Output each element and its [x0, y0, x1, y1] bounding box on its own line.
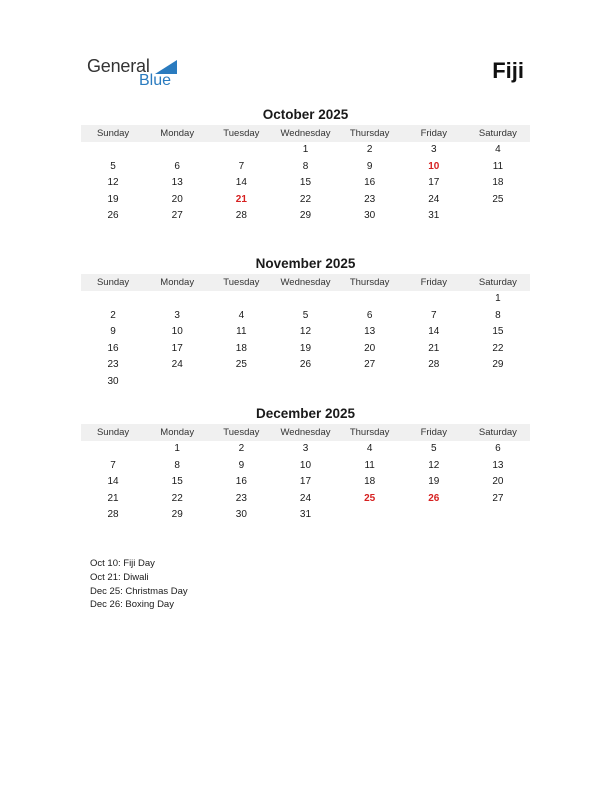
- day-cell: 27: [364, 359, 376, 371]
- day-cell: 15: [299, 177, 312, 189]
- day-cell: 25: [492, 193, 504, 205]
- day-cell: 20: [364, 342, 376, 354]
- day-cell: 1: [302, 144, 309, 155]
- weekday-header: [81, 424, 530, 441]
- day-cell: [273, 291, 337, 308]
- week-row: [81, 142, 530, 159]
- day-cell: 28: [235, 210, 247, 222]
- weekday-label: Thursday: [349, 128, 390, 139]
- holiday-day-cell: 26: [428, 492, 440, 504]
- day-cell: 26: [107, 210, 119, 222]
- weekday-label: Saturday: [478, 128, 517, 139]
- logo-text-general: General: [87, 56, 150, 76]
- day-cell: 10: [299, 459, 312, 471]
- day-cell: 16: [364, 177, 376, 189]
- day-cell: 24: [171, 359, 183, 371]
- day-cell: 2: [110, 309, 116, 321]
- day-cell: 3: [174, 309, 180, 321]
- day-cell: [145, 374, 209, 391]
- day-cell: 9: [238, 459, 245, 471]
- day-cell: 6: [366, 309, 373, 321]
- week-row: [81, 291, 530, 308]
- weekday-label: Sunday: [96, 427, 130, 438]
- day-cell: 16: [235, 476, 247, 488]
- weekday-label: Saturday: [478, 277, 517, 288]
- day-cell: 27: [492, 492, 504, 504]
- week-row: [81, 374, 530, 391]
- day-cell: [466, 208, 530, 225]
- day-cell: 2: [238, 443, 245, 454]
- day-cell: 12: [428, 459, 440, 471]
- week-row: [81, 507, 530, 524]
- day-cell: 20: [171, 193, 183, 205]
- day-cell: 26: [299, 359, 312, 371]
- day-cell: 7: [110, 459, 116, 471]
- holiday-day-cell: 25: [364, 492, 376, 504]
- week-row: [81, 192, 530, 209]
- day-cell: [402, 374, 466, 391]
- week-row: [81, 357, 530, 374]
- day-cell: 23: [364, 193, 376, 205]
- day-cell: 29: [299, 210, 312, 222]
- day-cell: [145, 291, 209, 308]
- day-cell: 6: [174, 160, 180, 172]
- day-cell: 12: [107, 177, 119, 189]
- weekday-label: Friday: [420, 277, 447, 288]
- day-cell: 8: [495, 309, 501, 321]
- week-row: [81, 474, 530, 491]
- day-cell: 22: [492, 342, 504, 354]
- day-cell: [338, 507, 402, 524]
- day-cell: 11: [364, 459, 375, 471]
- day-cell: 23: [235, 492, 247, 504]
- day-cell: [338, 374, 402, 391]
- day-cell: 5: [110, 160, 116, 172]
- day-cell: 31: [428, 210, 440, 222]
- day-cell: 16: [107, 342, 119, 354]
- weekday-header: [81, 125, 530, 142]
- day-cell: 4: [366, 443, 373, 454]
- day-cell: 4: [238, 309, 245, 321]
- week-row: [81, 458, 530, 475]
- weekday-header: [81, 274, 530, 291]
- day-cell: [209, 291, 273, 308]
- day-cell: 13: [171, 177, 183, 189]
- day-cell: [81, 142, 145, 159]
- day-cell: 29: [492, 359, 504, 371]
- day-cell: 18: [492, 177, 504, 189]
- calendar-october: [81, 106, 530, 225]
- week-row: [81, 159, 530, 176]
- day-cell: 19: [107, 193, 119, 205]
- weekday-label: Wednesday: [280, 277, 331, 288]
- day-cell: 8: [302, 160, 309, 172]
- day-cell: [466, 507, 530, 524]
- holiday-day-cell: 10: [428, 160, 440, 172]
- day-cell: 21: [428, 342, 440, 354]
- day-cell: [209, 374, 273, 391]
- day-cell: 17: [299, 476, 312, 488]
- day-cell: 9: [110, 326, 116, 338]
- day-cell: [338, 291, 402, 308]
- day-cell: 13: [492, 459, 504, 471]
- holiday-day-cell: 21: [235, 193, 247, 205]
- day-cell: 28: [107, 509, 119, 521]
- day-cell: 31: [299, 509, 312, 521]
- day-cell: 1: [174, 443, 180, 454]
- day-cell: 22: [171, 492, 183, 504]
- day-cell: 5: [430, 443, 437, 454]
- day-cell: 29: [171, 509, 183, 521]
- weekday-label: Friday: [420, 427, 447, 438]
- day-cell: 5: [302, 309, 309, 321]
- day-cell: 14: [428, 326, 440, 338]
- weekday-label: Monday: [160, 427, 195, 438]
- country-title: Fiji: [492, 58, 524, 83]
- week-row: [81, 341, 530, 358]
- week-row: [81, 175, 530, 192]
- generalblue-logo: [87, 56, 187, 92]
- weekday-label: Wednesday: [280, 128, 331, 139]
- weekday-label: Sunday: [96, 128, 130, 139]
- holiday-note: Dec 25: Christmas Day: [90, 585, 188, 597]
- day-cell: 11: [236, 326, 247, 338]
- weekday-label: Saturday: [478, 427, 517, 438]
- day-cell: 9: [366, 160, 373, 172]
- day-cell: 15: [492, 326, 504, 338]
- week-row: [81, 308, 530, 325]
- day-cell: 17: [171, 342, 183, 354]
- day-cell: 23: [107, 359, 119, 371]
- day-cell: 7: [430, 309, 437, 321]
- day-cell: [402, 291, 466, 308]
- weekday-label: Tuesday: [223, 128, 260, 139]
- weekday-label: Thursday: [349, 277, 390, 288]
- week-row: [81, 441, 530, 458]
- day-cell: 10: [171, 326, 183, 338]
- day-cell: 1: [495, 293, 501, 304]
- day-cell: 18: [235, 342, 247, 354]
- day-cell: 6: [495, 443, 501, 454]
- day-cell: 14: [107, 476, 119, 488]
- day-cell: 15: [171, 476, 183, 488]
- day-cell: 12: [299, 326, 312, 338]
- holiday-note: Oct 21: Diwali: [90, 571, 149, 583]
- day-cell: 4: [495, 144, 501, 155]
- holiday-note: Oct 10: Fiji Day: [90, 558, 155, 569]
- weekday-label: Monday: [160, 128, 195, 139]
- weekday-label: Monday: [160, 277, 195, 288]
- holiday-note: Dec 26: Boxing Day: [90, 599, 174, 611]
- day-cell: [273, 374, 337, 391]
- day-cell: 2: [366, 144, 373, 155]
- day-cell: 18: [364, 476, 376, 488]
- weekday-label: Wednesday: [280, 427, 331, 438]
- day-cell: 3: [430, 144, 437, 155]
- day-cell: 19: [299, 342, 312, 354]
- day-cell: 19: [428, 476, 440, 488]
- day-cell: 27: [171, 210, 183, 222]
- day-cell: 30: [107, 375, 119, 387]
- week-row: [81, 491, 530, 508]
- weekday-label: Thursday: [349, 427, 390, 438]
- day-cell: 28: [428, 359, 440, 371]
- month-title: December 2025: [255, 406, 356, 421]
- day-cell: 13: [364, 326, 376, 338]
- week-row: [81, 208, 530, 225]
- day-cell: 30: [364, 210, 376, 222]
- month-title: October 2025: [262, 107, 349, 122]
- day-cell: [402, 507, 466, 524]
- month-title: November 2025: [255, 256, 356, 271]
- day-cell: [466, 374, 530, 391]
- day-cell: [81, 441, 145, 458]
- weekday-label: Sunday: [96, 277, 130, 288]
- day-cell: 22: [299, 193, 312, 205]
- day-cell: 24: [428, 193, 440, 205]
- day-cell: 20: [492, 476, 504, 488]
- weekday-label: Friday: [420, 128, 447, 139]
- day-cell: 25: [235, 359, 247, 371]
- day-cell: 7: [238, 160, 245, 172]
- week-row: [81, 324, 530, 341]
- day-cell: 8: [174, 459, 180, 471]
- day-cell: [145, 142, 209, 159]
- day-cell: 17: [428, 177, 440, 189]
- day-cell: 11: [492, 160, 504, 172]
- day-cell: 14: [235, 177, 247, 189]
- holiday-list: [90, 557, 188, 612]
- weekday-label: Tuesday: [223, 277, 260, 288]
- day-cell: [81, 291, 145, 308]
- day-cell: [209, 142, 273, 159]
- calendar-december: [81, 405, 530, 524]
- day-cell: 24: [299, 492, 312, 504]
- day-cell: 21: [107, 492, 119, 504]
- calendar-november: [81, 255, 530, 391]
- day-cell: 3: [302, 443, 309, 454]
- logo-text-blue: Blue: [139, 72, 172, 89]
- weekday-label: Tuesday: [223, 427, 260, 438]
- day-cell: 30: [235, 509, 247, 521]
